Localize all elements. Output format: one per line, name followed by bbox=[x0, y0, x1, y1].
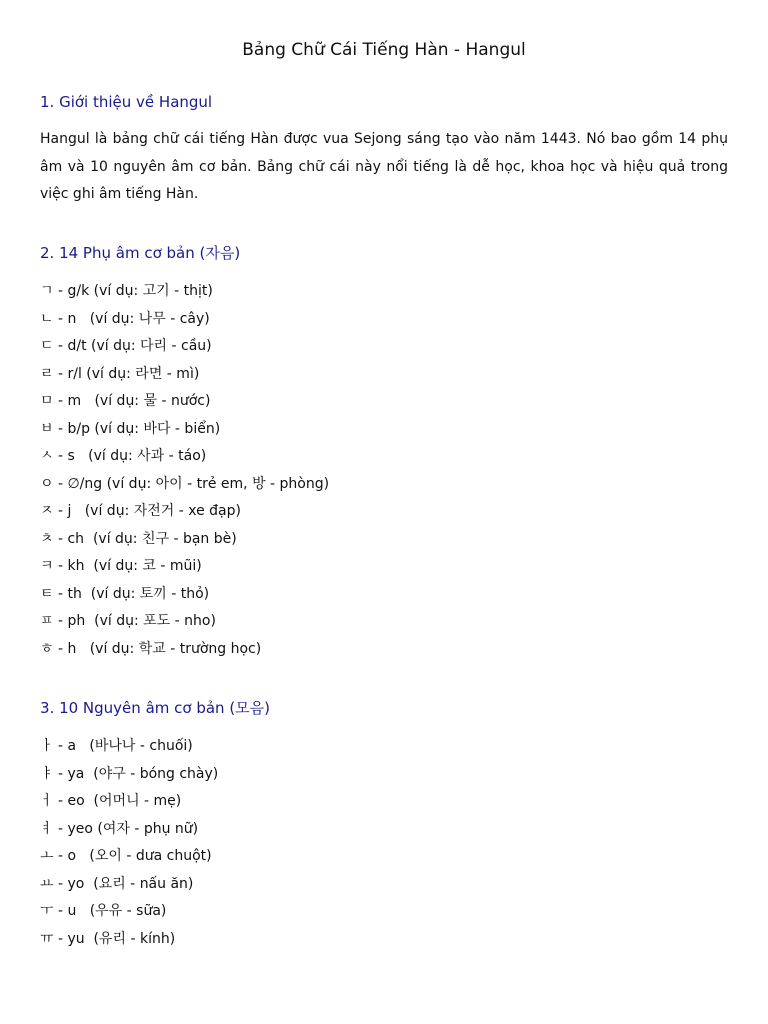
consonant-item: ㅈ - j (ví dụ: 자전거 - xe đạp) bbox=[40, 503, 241, 519]
consonant-item: ㅌ - th (ví dụ: 토끼 - thỏ) bbox=[40, 585, 210, 602]
consonant-item: ㅋ - kh (ví dụ: 코 - mũi) bbox=[40, 558, 202, 574]
document-title: Bảng Chữ Cái Tiếng Hàn - Hangul bbox=[242, 40, 526, 60]
consonant-list bbox=[40, 283, 329, 668]
vowel-item: ㅛ - yo (요리 - nấu ăn) bbox=[40, 875, 194, 892]
consonant-item: ㅁ - m (ví dụ: 물 - nước) bbox=[40, 393, 211, 409]
consonant-item: ㄷ - d/t (ví dụ: 다리 - cầu) bbox=[40, 338, 212, 354]
vowel-item: ㅗ - o (오이 - dưa chuột) bbox=[40, 848, 212, 864]
consonant-item: ㅊ - ch (ví dụ: 친구 - bạn bè) bbox=[40, 530, 237, 547]
section-heading-consonants: 2. 14 Phụ âm cơ bản (자음) bbox=[40, 244, 241, 262]
intro-paragraph: Hangul là bảng chữ cái tiếng Hàn được vua Sejong sáng tạo vào năm 1443. Nó bao gồm 14 phụ âm và 10 nguyên âm cơ bản. Bảng chữ cái này nổi tiếng là dễ học, khoa học và hiệu quả trong việc ghi âm tiếng Hàn. bbox=[40, 131, 728, 202]
vowel-item: ㅕ - yeo (여자 - phụ nữ) bbox=[40, 820, 199, 837]
vowel-item: ㅑ - ya (야구 - bóng chày) bbox=[40, 765, 219, 782]
consonant-item: ㄴ - n (ví dụ: 나무 - cây) bbox=[40, 310, 210, 327]
consonant-item: ㅎ - h (ví dụ: 학교 - trường học) bbox=[40, 640, 262, 657]
consonant-item: ㅍ - ph (ví dụ: 포도 - nho) bbox=[40, 613, 216, 629]
consonant-item: ㅅ - s (ví dụ: 사과 - táo) bbox=[40, 448, 207, 464]
vowel-item: ㅏ - a (바나나 - chuối) bbox=[40, 738, 193, 754]
section-heading-vowels: 3. 10 Nguyên âm cơ bản (모음) bbox=[40, 699, 271, 717]
vowel-item: ㅠ - yu (유리 - kính) bbox=[40, 930, 176, 947]
section-heading-intro: 1. Giới thiệu về Hangul bbox=[40, 93, 213, 111]
vowel-list bbox=[40, 738, 218, 958]
consonant-item: ㅇ - ∅/ng (ví dụ: 아이 - trẻ em, 방 - phòng) bbox=[40, 475, 330, 492]
consonant-item: ㄹ - r/l (ví dụ: 라면 - mì) bbox=[40, 365, 200, 382]
consonant-item: ㅂ - b/p (ví dụ: 바다 - biển) bbox=[40, 420, 221, 437]
vowel-item: ㅜ - u (우유 - sữa) bbox=[40, 903, 167, 919]
vowel-item: ㅓ - eo (어머니 - mẹ) bbox=[40, 793, 182, 809]
consonant-item: ㄱ - g/k (ví dụ: 고기 - thịt) bbox=[40, 283, 213, 299]
